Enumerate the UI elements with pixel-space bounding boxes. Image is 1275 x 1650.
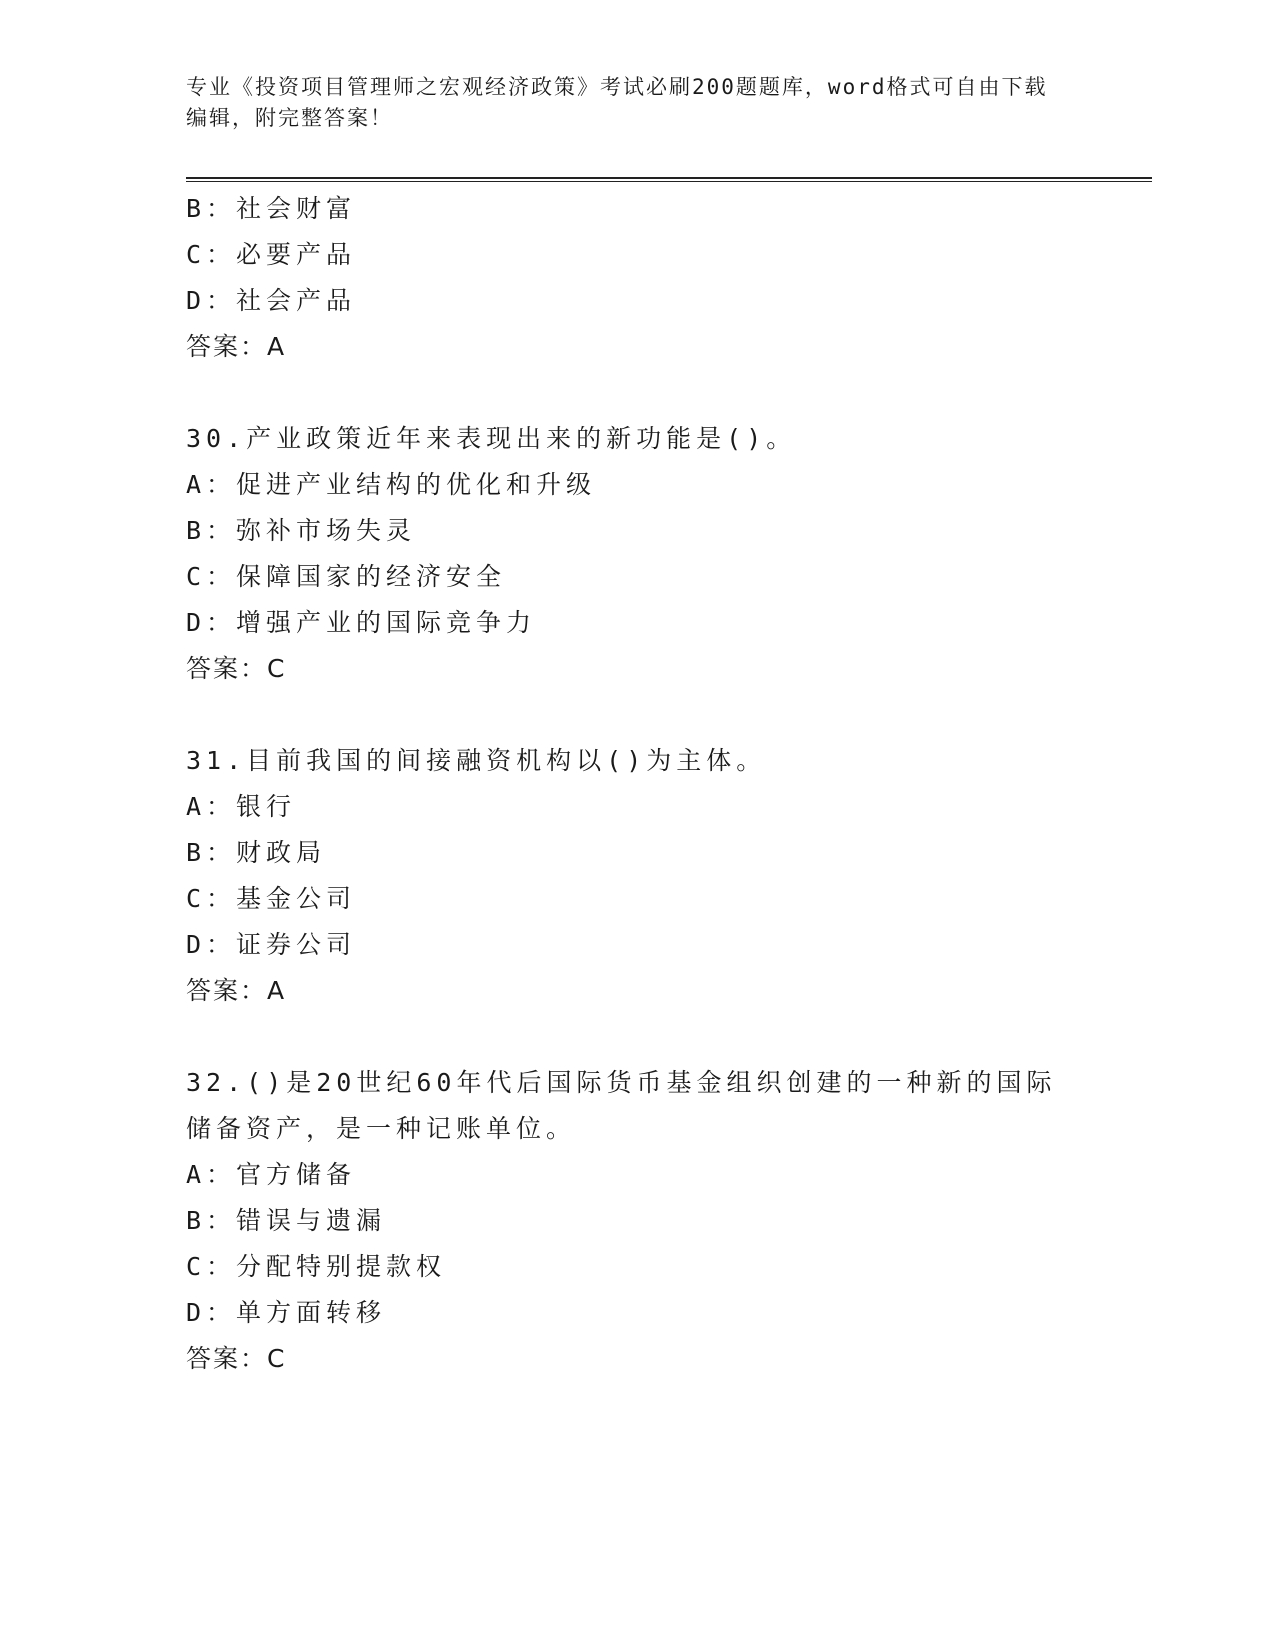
question-text: 31.目前我国的间接融资机构以()为主体。 — [186, 746, 767, 775]
option-b: B：弥补市场失灵 — [186, 516, 417, 545]
question-31 — [186, 738, 1086, 1014]
option-d: D：增强产业的国际竞争力 — [186, 608, 537, 637]
answer: 答案：C — [186, 654, 287, 683]
answer: 答案：C — [186, 1344, 287, 1373]
answer: 答案：A — [186, 976, 287, 1005]
option-a: A：银行 — [186, 792, 297, 821]
option-a: A：促进产业结构的优化和升级 — [186, 470, 597, 499]
option-c: C：保障国家的经济安全 — [186, 562, 507, 591]
question-text: 32.()是20世纪60年代后国际货币基金组织创建的一种新的国际储备资产，是一种记账单位。 — [186, 1068, 1057, 1143]
option-c: C：基金公司 — [186, 884, 357, 913]
question-32 — [186, 1060, 1086, 1382]
option-c: C：分配特别提款权 — [186, 1252, 447, 1281]
answer: 答案：A — [186, 332, 287, 361]
header-divider — [186, 177, 1152, 182]
option-d: D：证券公司 — [186, 930, 357, 959]
question-text: 30.产业政策近年来表现出来的新功能是()。 — [186, 424, 797, 453]
option-a: A：官方储备 — [186, 1160, 357, 1189]
question-29-continued — [186, 186, 1086, 370]
option-b: B：社会财富 — [186, 194, 357, 223]
document-header: 专业《投资项目管理师之宏观经济政策》考试必刷200题题库，word格式可自由下载编辑，附完整答案！ — [186, 75, 1048, 130]
option-b: B：财政局 — [186, 838, 327, 867]
option-b: B：错误与遗漏 — [186, 1206, 387, 1235]
option-d: D：单方面转移 — [186, 1298, 387, 1327]
option-d: D：社会产品 — [186, 286, 357, 315]
option-c: C：必要产品 — [186, 240, 357, 269]
question-30 — [186, 416, 1086, 692]
question-list — [186, 186, 1086, 1382]
